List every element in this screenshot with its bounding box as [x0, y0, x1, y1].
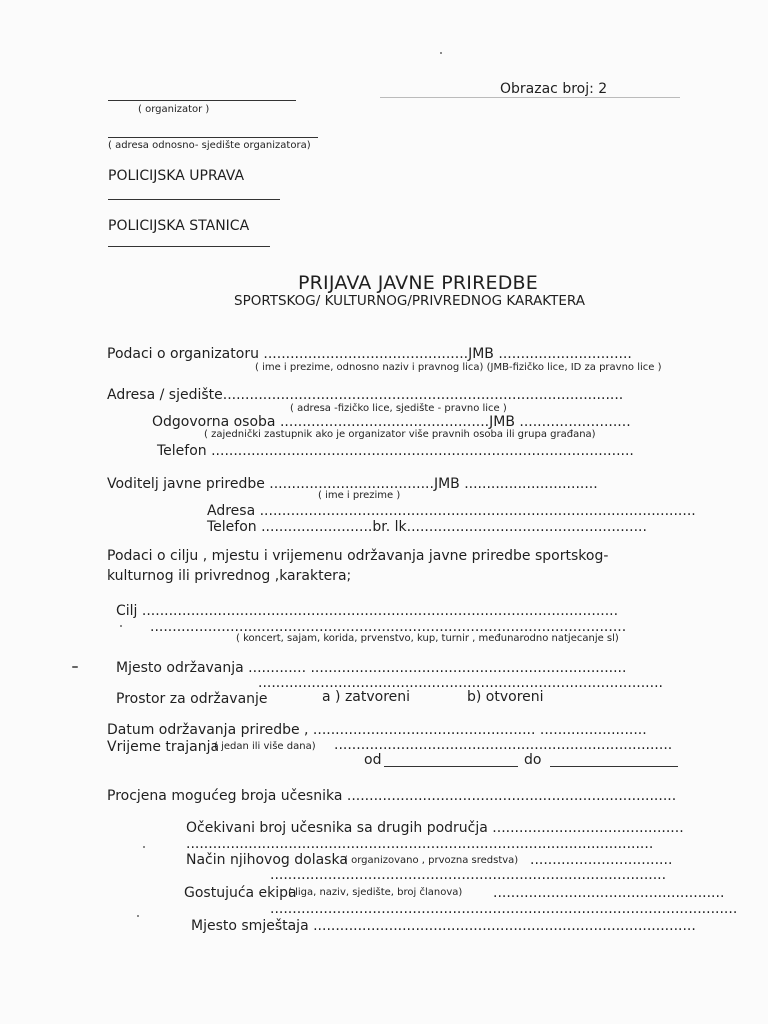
page-subtitle: SPORTSKOG/ KULTURNOG/PRIVREDNOG KARAKTERA — [234, 293, 585, 309]
responsible-person-hint: ( zajednički zastupnik ako je organizator više pravnih osoba ili grupa građana) — [204, 429, 596, 440]
goal-row-2[interactable]: ........................................................................................................... — [150, 619, 627, 635]
goal-intro-line2: kulturnog ili privrednog ,karaktera; — [107, 568, 352, 584]
scan-speck — [120, 625, 122, 627]
arrival-row-2[interactable]: ......................................................................................... — [270, 867, 667, 883]
address-caption: ( adresa odnosno- sjedište organizatora) — [108, 140, 311, 151]
from-label: od — [364, 752, 382, 768]
police-admin-label: POLICIJSKA UPRAVA — [108, 168, 245, 184]
expected-participants-row[interactable]: Očekivani broj učesnika sa drugih područja ........................................... — [186, 820, 684, 836]
event-date-row[interactable]: Datum održavanja priredbe , .................................................. ........................ — [107, 722, 647, 738]
arrival-dots[interactable]: ................................ — [530, 852, 673, 868]
address-line[interactable] — [108, 137, 318, 138]
organizer-line[interactable] — [108, 100, 296, 101]
organizer-address-hint: ( adresa -fizičko lice, sjedište - pravno lice ) — [290, 403, 507, 414]
form-number: Obrazac broj: 2 — [500, 81, 608, 97]
venue-row[interactable]: Mjesto održavanja ............. ....................................................................... — [116, 660, 627, 676]
organizer-phone-row[interactable]: Telefon ............................................................................................... — [157, 443, 634, 459]
venue-row-2[interactable]: ........................................................................................... — [258, 675, 663, 691]
scan-speck — [440, 52, 442, 54]
manager-hint: ( ime i prezime ) — [318, 490, 401, 501]
duration-label: Vrijeme trajanja — [107, 739, 220, 755]
space-option-closed[interactable]: a ) zatvoreni — [322, 689, 411, 705]
to-date-line[interactable] — [550, 766, 678, 767]
arrival-hint: ( organizovano , prvozna sredstva) — [344, 855, 519, 866]
page-title: PRIJAVA JAVNE PRIREDBE — [298, 272, 538, 294]
duration-hint: ( jedan ili više dana) — [214, 741, 316, 752]
manager-phone-row[interactable]: Telefon .........................br. lk...................................................... — [207, 519, 647, 535]
goal-hint: ( koncert, sajam, korida, prvenstvo, kup, turnir , međunarodno natjecanje sl) — [236, 633, 619, 644]
guest-team-row-2[interactable]: ......................................................................................................... — [270, 901, 738, 917]
responsible-person-row[interactable]: Odgovorna osoba ...............................................JMB ......................... — [152, 414, 631, 430]
guest-team-hint: ( liga, naziv, sjedište, broj članova) — [288, 887, 463, 898]
arrival-label: Način njihovog dolaska — [186, 852, 348, 868]
goal-intro-line1: Podaci o cilju , mjestu i vrijemenu održavanja javne priredbe sportskog- — [107, 548, 609, 564]
guest-team-dots[interactable]: .................................................... — [493, 885, 725, 901]
participants-estimate-row[interactable]: Procjena mogućeg broja učesnika .......................................................................... — [107, 788, 677, 804]
organizer-row[interactable]: Podaci o organizatoru ..............................................JMB .............................. — [107, 346, 632, 362]
police-admin-line[interactable] — [108, 199, 280, 200]
guest-team-label: Gostujuća ekipa — [184, 885, 297, 901]
duration-dots[interactable]: ............................................................................ — [334, 737, 673, 753]
space-option-open[interactable]: b) otvoreni — [467, 689, 544, 705]
expected-participants-row-2[interactable]: ......................................................................................................... — [186, 836, 654, 852]
organizer-hint: ( ime i prezime, odnosno naziv i pravnog lica) (JMB-fizičko lice, ID za pravno lice ) — [255, 362, 662, 373]
from-date-line[interactable] — [384, 766, 518, 767]
police-station-line[interactable] — [108, 246, 270, 247]
space-label: Prostor za održavanje — [116, 691, 268, 707]
scan-speck — [137, 915, 139, 917]
goal-row[interactable]: Cilj ........................................................................................................... — [116, 603, 619, 619]
organizer-caption: ( organizator ) — [138, 104, 210, 115]
organizer-address-row[interactable]: Adresa / sjedište.......................................................................................... — [107, 387, 624, 403]
to-label: do — [524, 752, 542, 768]
form-number-rule — [380, 97, 680, 98]
manager-row[interactable]: Voditelj javne priredbe .....................................JMB .............................. — [107, 476, 598, 492]
scan-speck — [143, 846, 145, 848]
police-station-label: POLICIJSKA STANICA — [108, 218, 250, 234]
manager-address-row[interactable]: Adresa .................................................................................................. — [207, 503, 696, 519]
accommodation-row[interactable]: Mjesto smještaja ...................................................................................... — [191, 918, 696, 934]
scan-speck — [72, 666, 78, 668]
